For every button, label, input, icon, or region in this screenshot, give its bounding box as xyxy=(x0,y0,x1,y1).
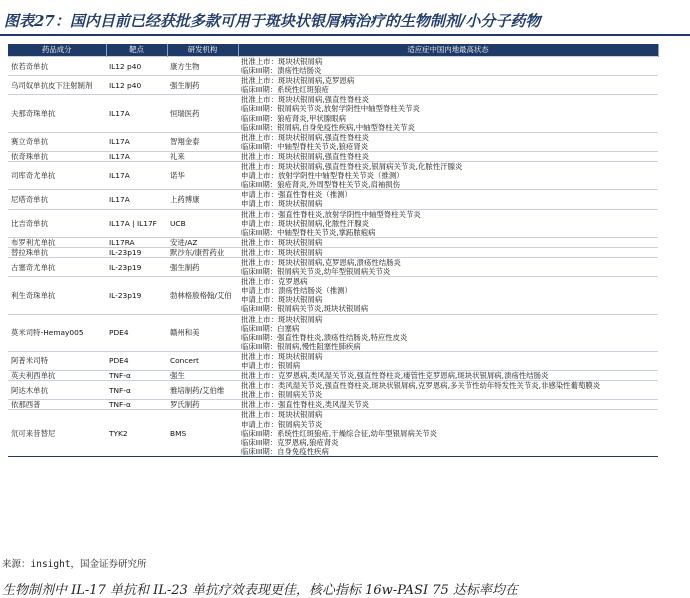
status-line: 批准上市：斑块状银屑病,强直性脊柱炎 xyxy=(241,95,369,105)
status-cell xyxy=(238,95,658,132)
target-cell: IL12 p40 xyxy=(106,76,167,95)
table-row xyxy=(8,132,658,151)
status-line: 临床III期：银屑病关节炎,幼年型银屑病关节炎 xyxy=(241,267,391,277)
table-row xyxy=(8,237,658,247)
status-line: 临床III期：银屑病关节炎,放射学阴性中轴型脊柱关节炎 xyxy=(241,104,420,114)
org-cell: 默沙东/康哲药业 xyxy=(167,247,238,257)
status-line: 申请上市：溃疡性结肠炎（推测） xyxy=(241,286,352,296)
status-line: 批准上市：斑块状银屑病 xyxy=(241,237,323,247)
org-cell: 诺华 xyxy=(167,162,238,190)
drug-cell: 阿普米司特 xyxy=(8,351,106,370)
status-line: 临床III期：克罗恩病,狼疮肾炎 xyxy=(241,437,339,447)
status-line: 临床III期：银屑病,慢性阻塞性肺疾病 xyxy=(241,341,361,351)
drug-cell: 氘可来昔替尼 xyxy=(8,410,106,456)
status-line: 批准上市：斑块状银屑病 xyxy=(241,410,323,420)
status-cell xyxy=(238,57,658,76)
org-cell: 恒瑞医药 xyxy=(167,95,238,132)
drug-cell: 阿达木单抗 xyxy=(8,381,106,400)
body-text: 生物制剂中 IL-17 单抗和 IL-23 单抗疗效表现更佳，核心指标 16w-PASI 75 达标率均在 xyxy=(2,583,518,598)
status-line: 临床III期：自身免疫性疾病 xyxy=(241,446,329,456)
org-cell: 强生制药 xyxy=(167,257,238,276)
status-line: 批准上市：银屑病关节炎 xyxy=(241,390,323,400)
status-line: 批准上市：强直性脊柱炎,类风湿关节炎 xyxy=(241,400,369,410)
status-line: 申请上市：放射学阴性中轴型脊柱关节炎（推测） xyxy=(241,171,404,181)
status-line: 批准上市：斑块状银屑病,克罗恩病,溃疡性结肠炎 xyxy=(241,257,401,267)
drug-cell: 古塞奇尤单抗 xyxy=(8,257,106,276)
table-row xyxy=(8,371,658,381)
status-line: 临床III期：白塞病 xyxy=(241,323,300,333)
drug-cell: 乌司奴单抗皮下注射制剂 xyxy=(8,76,106,95)
table-row xyxy=(8,400,658,410)
status-line: 临床III期：溃疡性结肠炎 xyxy=(241,66,322,76)
org-cell: UCB xyxy=(167,209,238,237)
table-row xyxy=(8,76,658,95)
org-cell: 安进/AZ xyxy=(167,237,238,247)
table-row xyxy=(8,57,658,76)
status-cell xyxy=(238,162,658,190)
target-cell: IL17A xyxy=(106,132,167,151)
status-cell xyxy=(238,410,658,456)
status-line: 批准上市：斑块状银屑病,强直性脊柱炎,银屑病关节炎,化脓性汗腺炎 xyxy=(241,162,463,172)
status-line: 临床III期：银屑病,自身免疫性疾病,中轴型脊柱关节炎 xyxy=(241,122,415,132)
drug-cell: 司库奇尤单抗 xyxy=(8,162,106,190)
status-line: 申请上市：银屑病 xyxy=(241,361,301,370)
status-line: 临床III期：系统性红斑狼疮 xyxy=(241,85,329,95)
status-line: 临床III期：狼疮肾炎,外周型脊柱关节炎,肩袖损伤 xyxy=(241,180,401,190)
table-row xyxy=(8,190,658,209)
org-cell: 勃林格殷格翰/艾伯 xyxy=(167,277,238,314)
status-line: 批准上市：克罗恩病,类风湿关节炎,强直性脊柱炎,瘘管性克罗恩病,斑块状银屑病,溃疡性结肠炎 xyxy=(241,371,549,381)
title-rule xyxy=(0,34,690,36)
status-line: 批准上市：斑块状银屑病,强直性脊柱炎 xyxy=(241,151,369,161)
status-line: 申请上市：斑块状银屑病 xyxy=(241,295,323,305)
org-cell: 强生 xyxy=(167,371,238,381)
drug-cell: 赛立奇单抗 xyxy=(8,132,106,151)
drug-cell: 英夫利西单抗 xyxy=(8,371,106,381)
org-cell: 康方生物 xyxy=(167,57,238,76)
target-cell: IL17A | IL17F xyxy=(106,209,167,237)
drug-cell: 莫米司特-Hemay005 xyxy=(8,314,106,351)
drug-cell: 替拉珠单抗 xyxy=(8,247,106,257)
status-line: 批准上市：类风湿关节炎,强直性脊柱炎,斑块状银屑病,克罗恩病,多关节性幼年特发性关节炎,非感染性葡萄膜炎 xyxy=(241,381,601,391)
status-line: 申请上市：强直性脊柱炎（推测） xyxy=(241,190,352,200)
col-header-org: 研发机构 xyxy=(167,44,238,57)
drug-cell: 利生奇珠单抗 xyxy=(8,277,106,314)
target-cell: IL17A xyxy=(106,151,167,161)
table-row xyxy=(8,351,658,370)
source-note: 来源：insight，国金证券研究所 xyxy=(2,559,147,570)
figure-title: 图表27：国内目前已经获批多款可用于斑块状银屑病治疗的生物制剂/小分子药物 xyxy=(4,12,541,30)
status-line: 批准上市：斑块状银屑病 xyxy=(241,314,323,324)
table-row xyxy=(8,314,658,351)
drug-cell: 布罗利尤单抗 xyxy=(8,237,106,247)
table-row xyxy=(8,410,658,456)
drug-cell: 依若奇单抗 xyxy=(8,57,106,76)
table-row xyxy=(8,162,658,190)
drug-table xyxy=(8,44,659,457)
target-cell: IL12 p40 xyxy=(106,57,167,76)
org-cell: BMS xyxy=(167,410,238,456)
status-cell xyxy=(238,237,658,247)
drug-cell: 依那西普 xyxy=(8,400,106,410)
target-cell: IL-23p19 xyxy=(106,247,167,257)
target-cell: PDE4 xyxy=(106,351,167,370)
status-line: 批准上市：克罗恩病 xyxy=(241,277,308,287)
status-line: 批准上市：斑块状银屑病 xyxy=(241,57,323,66)
table-body xyxy=(8,57,658,457)
target-cell: TYK2 xyxy=(106,410,167,456)
status-cell xyxy=(238,371,658,381)
status-cell xyxy=(238,351,658,370)
status-line: 批准上市：斑块状银屑病 xyxy=(241,351,323,361)
target-cell: IL17A xyxy=(106,190,167,209)
status-cell xyxy=(238,190,658,209)
org-cell: 礼来 xyxy=(167,151,238,161)
status-cell xyxy=(238,151,658,161)
org-cell: 雅培制药/艾伯维 xyxy=(167,381,238,400)
status-cell xyxy=(238,76,658,95)
status-line: 批准上市：斑块状银屑病,强直性脊柱炎 xyxy=(241,132,369,142)
table-row xyxy=(8,257,658,276)
col-header-target: 靶点 xyxy=(106,44,167,57)
status-cell xyxy=(238,314,658,351)
status-line: 临床III期：银屑病关节炎,斑块状银屑病 xyxy=(241,304,369,314)
drug-cell: 尼塔奇单抗 xyxy=(8,190,106,209)
status-line: 临床III期：强直性脊柱炎,溃疡性结肠炎,特应性皮炎 xyxy=(241,332,408,342)
drug-cell: 依奇珠单抗 xyxy=(8,151,106,161)
org-cell: Concert xyxy=(167,351,238,370)
table-row xyxy=(8,95,658,132)
target-cell: TNF-α xyxy=(106,400,167,410)
target-cell: TNF-α xyxy=(106,381,167,400)
status-cell xyxy=(238,132,658,151)
drug-cell: 夫那奇珠单抗 xyxy=(8,95,106,132)
table-row xyxy=(8,151,658,161)
status-line: 临床III期：系统性红斑狼疮,干燥综合征,幼年型银屑病关节炎 xyxy=(241,428,438,438)
col-header-status: 适应症中国内地最高状态 xyxy=(238,44,658,57)
drug-cell: 比吉奇单抗 xyxy=(8,209,106,237)
status-cell xyxy=(238,257,658,276)
target-cell: IL17RA xyxy=(106,237,167,247)
status-line: 申请上市：斑块状银屑病,化脓性汗腺炎 xyxy=(241,218,369,228)
status-cell xyxy=(238,381,658,400)
status-line: 批准上市：强直性脊柱炎,放射学阴性中轴型脊柱关节炎 xyxy=(241,209,421,219)
target-cell: IL-23p19 xyxy=(106,277,167,314)
status-line: 临床III期：中轴型脊柱关节炎,狼疮肾炎 xyxy=(241,141,369,151)
table-row xyxy=(8,277,658,314)
status-line: 批准上市：斑块状银屑病 xyxy=(241,247,323,257)
status-line: 临床III期：中轴型脊柱关节炎,掌跖脓疱病 xyxy=(241,227,376,237)
status-cell xyxy=(238,400,658,410)
org-cell: 强生制药 xyxy=(167,76,238,95)
status-cell xyxy=(238,209,658,237)
status-line: 批准上市：斑块状银屑病,克罗恩病 xyxy=(241,76,355,86)
status-line: 申请上市：斑块状银屑病 xyxy=(241,199,323,209)
col-header-drug: 药品成分 xyxy=(8,44,106,57)
org-cell: 上药博康 xyxy=(167,190,238,209)
org-cell: 赣州和美 xyxy=(167,314,238,351)
table-row xyxy=(8,247,658,257)
target-cell: IL17A xyxy=(106,162,167,190)
target-cell: IL17A xyxy=(106,95,167,132)
status-line: 申请上市：银屑病关节炎 xyxy=(241,419,323,429)
org-cell: 罗氏制药 xyxy=(167,400,238,410)
table-header-row xyxy=(8,44,658,57)
target-cell: TNF-α xyxy=(106,371,167,381)
status-cell xyxy=(238,277,658,314)
table-row xyxy=(8,209,658,237)
status-line: 临床III期：狼疮肾炎,甲状腺眼病 xyxy=(241,113,346,123)
target-cell: PDE4 xyxy=(106,314,167,351)
org-cell: 智翔金泰 xyxy=(167,132,238,151)
table-row xyxy=(8,381,658,400)
status-cell xyxy=(238,247,658,257)
target-cell: IL-23p19 xyxy=(106,257,167,276)
